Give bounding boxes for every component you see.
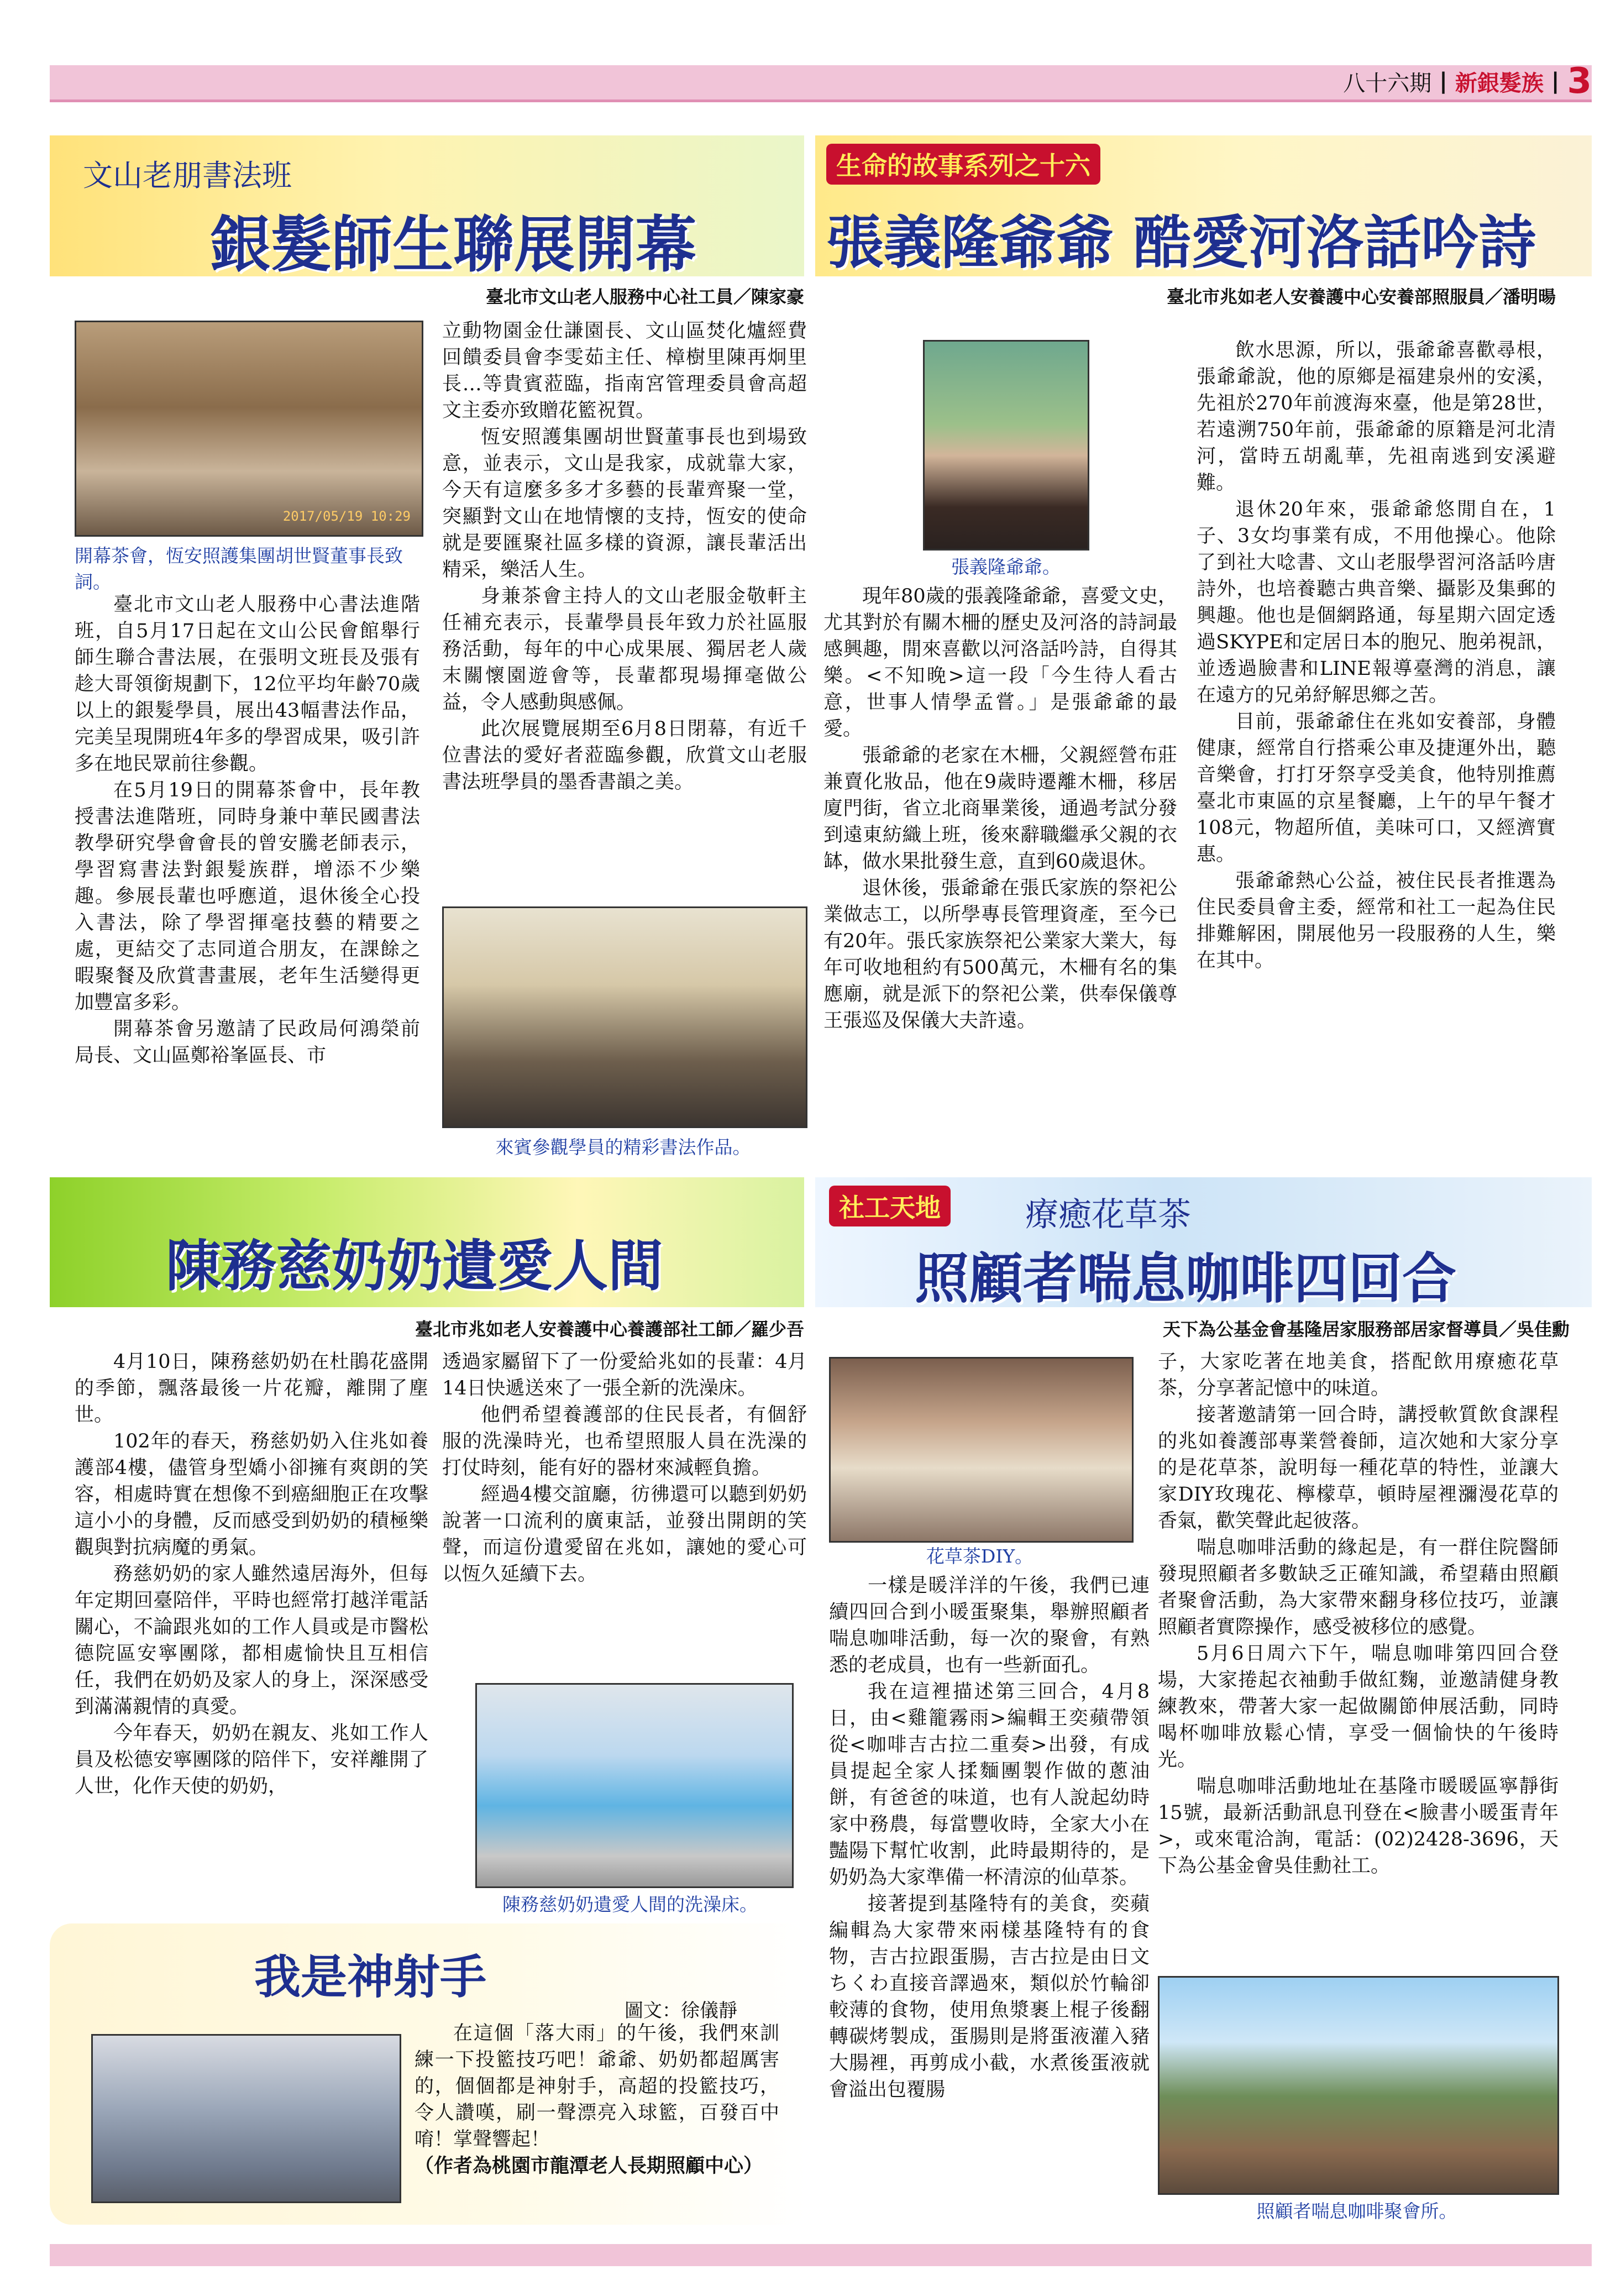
paragraph: 目前，張爺爺住在兆如安養部，身體健康，經常自行搭乘公車及捷運外出，聽音樂會，打打牙祭享受美食，他特別推薦臺北市東區的京星餐廳，上午的早午餐才108元，物超所值，美味可口，又經濟實惠。 [1197,711,1556,866]
article2-byline: 臺北市兆如老人安養護中心安養部照服員／潘明暘 [1166,286,1556,307]
article5-byline: 天下為公基金會基隆居家服務部居家督導員／吳佳勳 [1162,1319,1570,1340]
article3-photo [475,1683,794,1888]
paragraph: 張爺爺熱心公益，被住民長者推選為住民委員會主委，經常和社工一起為住民排難解困，開展他另一段服務的人生，樂在其中。 [1197,870,1556,972]
article5-section: 社工天地 [829,1186,951,1226]
paragraph: 飲水思源，所以，張爺爺喜歡尋根，張爺爺說，他的原鄉是福建泉州的安溪，先祖於270年前渡海來臺，他是第28世，若遠溯750年前，張爺爺的原籍是河北清河，當時五胡亂華，先祖南逃到安溪避難。 [1197,339,1556,494]
article1-title: 銀髮師生聯展開幕 [210,209,696,276]
paragraph: 喘息咖啡活動地址在基隆市暖暖區寧靜街15號，最新活動訊息刊登在<臉書小暖蛋青年>，或來電洽詢，電話：(02)2428-3696，天下為公基金會吳佳勳社工。 [1158,1775,1559,1877]
article1-photo1 [75,321,423,537]
article5-subtitle: 療癒花草茶 [1025,1196,1191,1234]
paragraph: 恆安照護集團胡世賢董事長也到場致意，並表示，文山是我家，成就靠大家，今天有這麼多多才多藝的長輩齊聚一堂，突顯對文山在地情懷的支持，恆安的使命就是要匯聚社區多樣的資源，讓長輩活出精采，樂活人生。 [442,426,807,581]
article1-col2 [442,318,807,795]
article2-col2 [1197,337,1556,974]
article2-banner [815,135,1592,276]
article2-photo [923,340,1089,551]
article1-col1 [75,591,420,1069]
article4-photo [91,2034,401,2203]
divider: | [1551,69,1560,94]
issue-number: 八十六期 [1343,70,1432,96]
footer-band [50,2244,1592,2266]
paragraph: 退休後，張爺爺在張氏家族的祭祀公業做志工，以所學專長管理資產，至今已有20年。張氏家族祭祀公業家大業大，每年可收地租約有500萬元，木柵有名的集應廟，就是派下的祭祀公業，供奉保儀尊王張巡及保儀大夫許遠。 [823,877,1177,1032]
divider: | [1439,69,1447,94]
article1-byline: 臺北市文山老人服務中心社工員／陳家豪 [485,286,804,307]
article5-col2 [1158,1349,1559,1879]
paragraph: 今年春天，奶奶在親友、兆如工作人員及松德安寧團隊的陪伴下，安祥離開了人世，化作天使的奶奶， [75,1722,428,1797]
article5-photo1 [829,1357,1134,1543]
article5-photo1-caption: 花草茶DIY。 [926,1545,1034,1567]
article3-col2 [442,1349,807,1587]
paragraph: 現年80歲的張義隆爺爺，喜愛文史，尤其對於有關木柵的歷史及河洛的詩詞最感興趣，閒來喜歡以河洛話吟詩，自得其樂。<不知晚>這一段「今生待人看古意，世事人情學孟嘗。」是張爺爺的最愛。 [823,585,1177,740]
paragraph: 務慈奶奶的家人雖然遠居海外，但每年定期回臺陪伴，平時也經常打越洋電話關心，不論跟兆如的工作人員或是市醫松德院區安寧團隊，都相處愉快且互相信任，我們在奶奶及家人的身上，深深感受到滿滿親情的真愛。 [75,1563,428,1718]
paragraph: 身兼茶會主持人的文山老服金敬軒主任補充表示，長輩學員長年致力於社區服務活動，每年的中心成果展、獨居老人歲末關懷園遊會等，長輩都現場揮毫做公益，令人感動與感佩。 [442,585,807,714]
article3-col1 [75,1349,428,1800]
paragraph: 子，大家吃著在地美食，搭配飲用療癒花草茶，分享著記憶中的味道。 [1158,1351,1559,1399]
article2-photo-caption: 張義隆爺爺。 [951,556,1061,578]
photo-timestamp: 2017/05/19 10:29 [282,509,411,524]
page-number: 3 [1567,61,1592,102]
publication-name: 新銀髮族 [1455,70,1544,96]
article5-banner [815,1177,1592,1307]
article2-series: 生命的故事系列之十六 [826,144,1100,185]
paragraph: 張爺爺的老家在木柵，父親經營布莊兼賣化妝品，他在9歲時遷離木柵，移居廈門街，省立北商畢業後，通過考試分發到遠東紡織上班，後來辭職繼承父親的衣缽，做水果批發生意，直到60歲退休。 [823,745,1177,873]
article1-banner [50,135,804,276]
article4-body [415,2020,779,2179]
article5-title: 照顧者喘息咖啡四回合 [915,1247,1457,1307]
paragraph: 喘息咖啡活動的緣起是，有一群住院醫師發現照顧者多數缺乏正確知識，希望藉由照顧者聚會活動，為大家帶來翻身移位技巧，並讓照顧者實際操作，感受被移位的感覺。 [1158,1537,1559,1638]
paragraph: 4月10日，陳務慈奶奶在杜鵑花盛開的季節，飄落最後一片花瓣，離開了塵世。 [75,1351,428,1426]
article4-title: 我是神射手 [254,1949,487,2004]
header [1227,62,1592,101]
paragraph: 接著邀請第一回合時，講授軟質飲食課程的兆如養護部專業營養師，這次她和大家分享的是花草茶，說明每一種花草的特性，並讓大家DIY玫瑰花、檸檬草，頓時屋裡瀰漫花草的香氣，歡笑聲此起彼落。 [1158,1404,1559,1532]
paragraph: 5月6日周六下午，喘息咖啡第四回合登場，大家捲起衣袖動手做紅麴，並邀請健身教練教來，帶著大家一起做關節伸展活動，同時喝杯咖啡放鬆心情，享受一個愉快的午後時光。 [1158,1643,1559,1771]
article5-photo2 [1158,1976,1559,2195]
article2-title: 張義隆爺爺 酷愛河洛話吟詩 [826,208,1536,276]
article1-kicker: 文山老朋書法班 [83,158,292,193]
paragraph: 接著提到基隆特有的美食，奕蘋編輯為大家帶來兩樣基隆特有的食物，吉古拉跟蛋腸，吉古拉是由日文ちくわ直接音譯過來，類似於竹輪卻較薄的食物，使用魚漿裹上棍子後翻轉碳烤製成，蛋腸則是將蛋液灌入豬大腸裡，再剪成小截，水煮後蛋液就會溢出包覆腸 [829,1893,1150,2101]
article1-photo2-caption: 來賓參觀學員的精彩書法作品。 [495,1136,751,1158]
article1-photo2 [442,906,807,1128]
article1-photo1-caption: 開幕茶會，恆安照護集團胡世賢董事長致詞。 [75,545,403,593]
paragraph: 在5月19日的開幕茶會中，長年教授書法進階班，同時身兼中華民國書法教學研究學會會長的曾安騰老師表示，學習寫書法對銀髮族群，增添不少樂趣。參展長輩也呼應道，退休後全心投入書法，除了學習揮毫技藝的精要之處，更結交了志同道合朋友，在課餘之暇聚餐及欣賞書畫展，老年生活變得更加豐富多彩。 [75,779,420,1014]
article4-author: （作者為桃園市龍潭老人長期照顧中心） [415,2155,763,2177]
article4-credit: 圖文：徐儀靜 [625,2000,737,2022]
paragraph: 退休20年來，張爺爺悠閒自在，1子、3女均事業有成，不用他操心。他除了到社大唸書、文山老服學習河洛話吟唐詩外，也培養聽古典音樂、攝影及集郵的興趣。他也是個網路通，每星期六固定透過SKYPE和定居日本的胞兄、胞弟視訊，並透過臉書和LINE報導臺灣的消息，讓在遠方的兄弟紓解思鄉之苦。 [1197,499,1556,706]
article3-byline: 臺北市兆如老人安養護中心養護部社工師／羅少吾 [415,1319,804,1340]
paragraph: 我在這裡描述第三回合，4月8日，由<雞籠霧雨>編輯王奕蘋帶領從<咖啡吉古拉二重奏>出發，有成員提起全家人揉麵團製作做的蔥油餅，有爸爸的味道，也有人說起幼時家中務農，每當豐收時，全家大小在豔陽下幫忙收割，此時最期待的，是奶奶為大家準備一杯清涼的仙草茶。 [829,1681,1150,1889]
paragraph: 一樣是暖洋洋的午後，我們已連續四回合到小暖蛋聚集，舉辦照顧者喘息咖啡活動，每一次的聚會，有熟悉的老成員，也有一些新面孔。 [829,1575,1150,1676]
article5-photo2-caption: 照顧者喘息咖啡聚會所。 [1256,2200,1457,2222]
paragraph: 立動物園金仕謙園長、文山區焚化爐經費回饋委員會李雯茹主任、樟樹里陳再炯里長…等貴賓蒞臨，指南宮管理委員會高超文主委亦致贈花籃祝賀。 [442,320,807,422]
article3-photo-caption: 陳務慈奶奶遺愛人間的洗澡床。 [502,1894,758,1915]
article4-box [50,1923,807,2225]
paragraph: 102年的春天，務慈奶奶入住兆如養護部4樓，儘管身型嬌小卻擁有爽朗的笑容，相處時實在想像不到癌細胞正在攻擊這小小的身體，反而感受到奶奶的積極樂觀與對抗病魔的勇氣。 [75,1430,428,1559]
paragraph: 開幕茶會另邀請了民政局何鴻榮前局長、文山區鄭裕峯區長、市 [75,1018,420,1067]
article3-banner [50,1177,804,1307]
article2-col1 [823,583,1177,1034]
paragraph: 在這個「落大雨」的午後，我們來訓練一下投籃技巧吧！爺爺、奶奶都超厲害的，個個都是神射手，高超的投籃技巧，令人讚嘆，刷一聲漂亮入球籃，百發百中唷！掌聲響起！ [415,2022,779,2151]
article3-title: 陳務慈奶奶遺愛人間 [166,1233,663,1298]
paragraph: 臺北市文山老人服務中心書法進階班，自5月17日起在文山公民會館舉行師生聯合書法展，在張明文班長及張有趁大哥領銜規劃下，12位平均年齡70歲以上的銀髮學員，展出43幅書法作品，完美呈現開班4年多的學習成果，吸引許多在地民眾前往參觀。 [75,594,420,775]
article5-col1 [829,1572,1150,2103]
paragraph: 經過4樓交誼廳，彷彿還可以聽到奶奶說著一口流利的廣東話，並發出開朗的笑聲，而這份遺愛留在兆如，讓她的愛心可以恆久延續下去。 [442,1484,807,1585]
paragraph: 他們希望養護部的住民長者，有個舒服的洗澡時光，也希望照服人員在洗澡的打仗時刻，能有好的器材來減輕負擔。 [442,1404,807,1479]
paragraph: 此次展覽展期至6月8日閉幕，有近千位書法的愛好者蒞臨參觀，欣賞文山老服書法班學員的墨香書韻之美。 [442,718,807,793]
paragraph: 透過家屬留下了一份愛給兆如的長輩：4月14日快遞送來了一張全新的洗澡床。 [442,1351,807,1399]
